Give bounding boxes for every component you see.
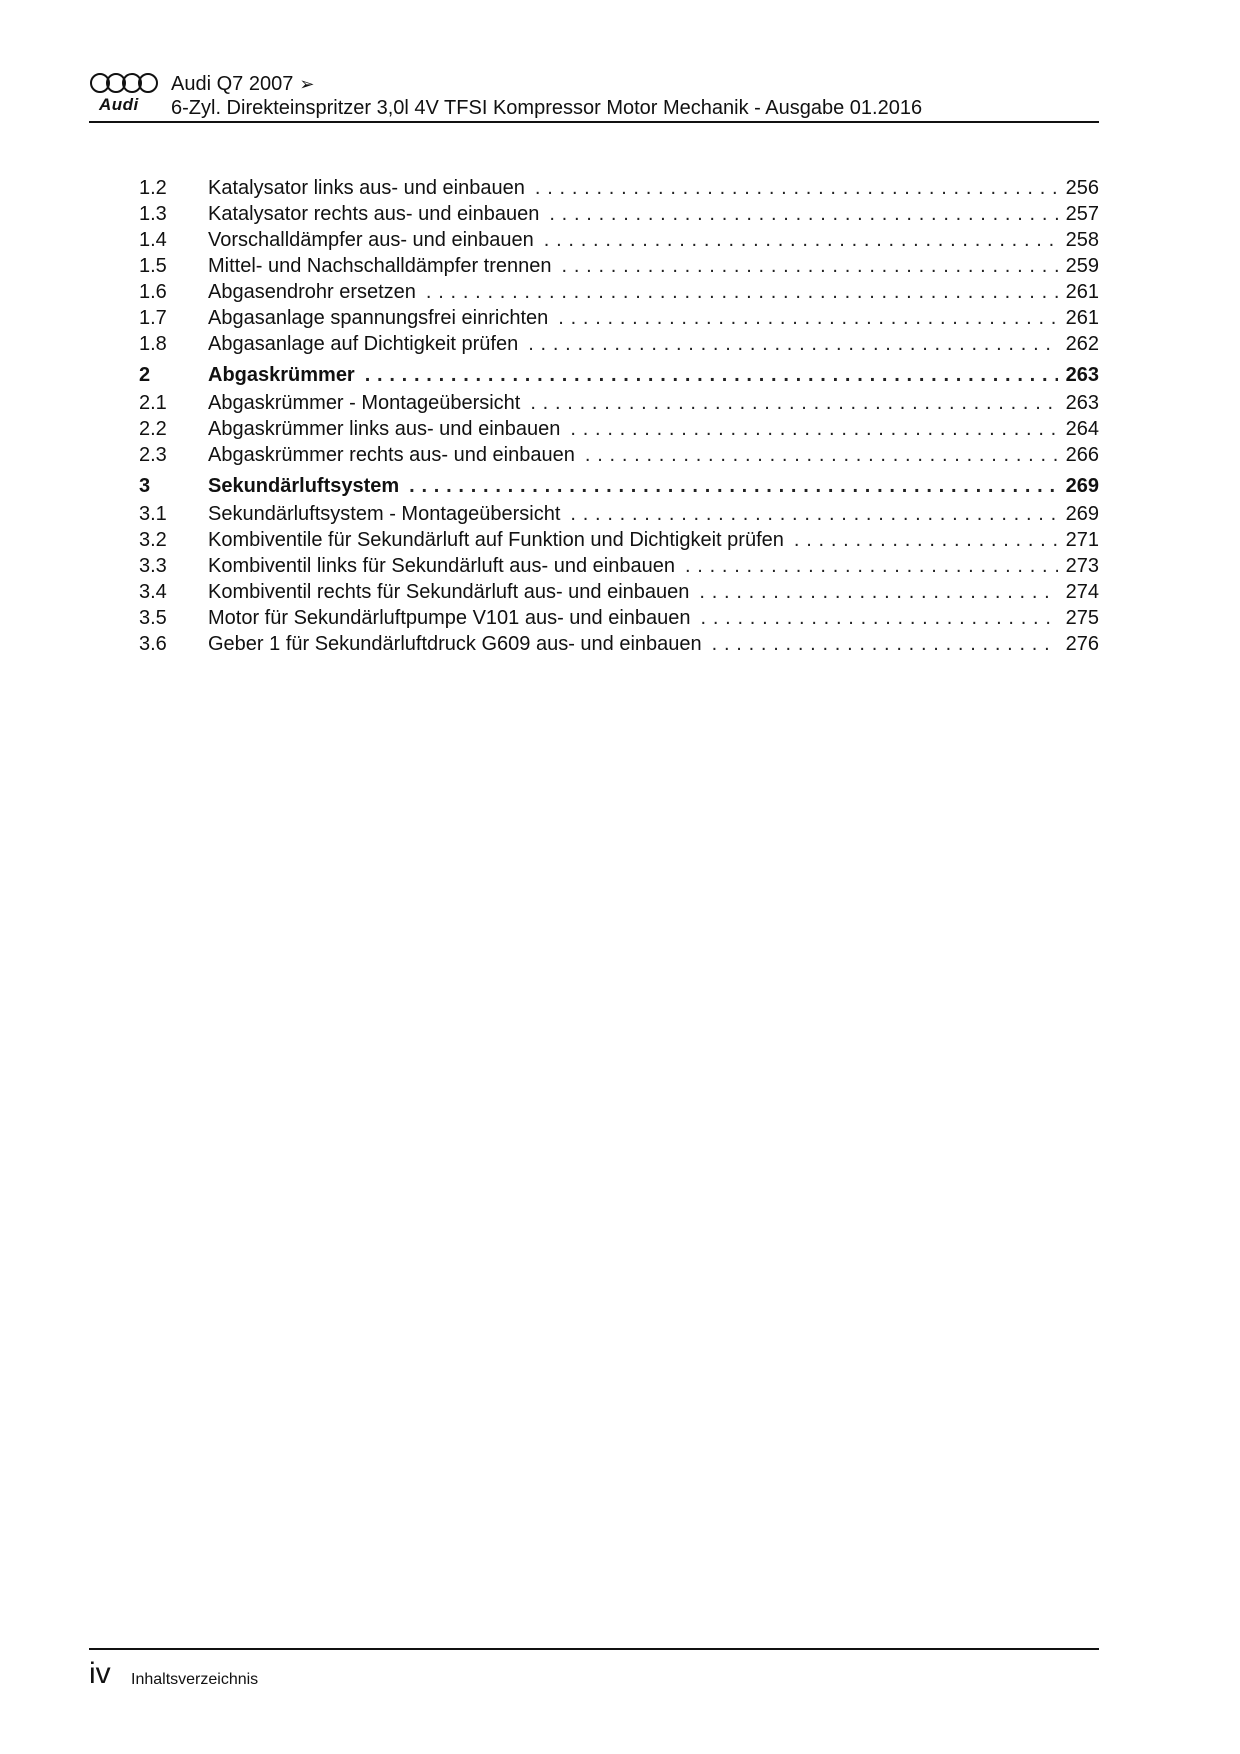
toc-entry[interactable]	[139, 416, 1099, 442]
toc-entry-number: 2	[139, 364, 151, 386]
toc-entry-number: 3.2	[139, 529, 167, 551]
toc-entry-title: Kombiventil rechts für Sekundärluft aus- und einbauen	[208, 581, 690, 603]
toc-entry-page: 274	[1065, 581, 1099, 603]
toc-dot-leader	[699, 579, 1057, 605]
toc-entry-title: Sekundärluftsystem	[208, 475, 400, 497]
table-of-contents	[139, 175, 1099, 657]
toc-entry[interactable]	[139, 227, 1099, 253]
toc-entry-number: 1.4	[139, 229, 167, 251]
page-number: iv	[89, 1657, 111, 1690]
toc-dot-leader	[409, 472, 1057, 501]
toc-entry-page: 264	[1065, 418, 1099, 440]
toc-dot-leader	[562, 253, 1058, 279]
toc-entry[interactable]	[139, 390, 1099, 416]
toc-entry-page: 259	[1065, 255, 1099, 277]
toc-entry-page: 275	[1065, 607, 1099, 629]
model-title: Audi Q7 2007	[171, 73, 294, 95]
toc-entry[interactable]	[139, 201, 1099, 227]
toc-entry-title: Abgaskrümmer links aus- und einbauen	[208, 418, 561, 440]
toc-entry-title: Sekundärluftsystem - Montageübersicht	[208, 503, 561, 525]
toc-entry[interactable]	[139, 527, 1099, 553]
toc-entry-page: 258	[1065, 229, 1099, 251]
toc-entry[interactable]	[139, 579, 1099, 605]
toc-entry-number: 1.5	[139, 255, 167, 277]
toc-entry[interactable]	[139, 553, 1099, 579]
audi-logo	[89, 72, 159, 116]
toc-dot-leader	[549, 201, 1057, 227]
toc-dot-leader	[530, 390, 1057, 416]
toc-entry-page: 266	[1065, 444, 1099, 466]
toc-entry-page: 261	[1065, 281, 1099, 303]
toc-entry-page: 262	[1065, 333, 1099, 355]
toc-entry-title: Mittel- und Nachschalldämpfer trennen	[208, 255, 552, 277]
toc-entry[interactable]	[139, 279, 1099, 305]
toc-entry-page: 269	[1065, 475, 1099, 497]
toc-dot-leader	[365, 361, 1058, 390]
toc-entry-number: 1.2	[139, 177, 167, 199]
toc-entry-number: 2.3	[139, 444, 167, 466]
toc-entry-page: 263	[1065, 364, 1099, 386]
toc-entry[interactable]	[139, 501, 1099, 527]
audi-rings-icon	[89, 72, 159, 94]
toc-entry[interactable]	[139, 442, 1099, 468]
audi-wordmark: Audi	[99, 95, 139, 114]
toc-entry-page: 257	[1065, 203, 1099, 225]
toc-entry-number: 3.5	[139, 607, 167, 629]
toc-entry-title: Kombiventile für Sekundärluft auf Funktion und Dichtigkeit prüfen	[208, 529, 784, 551]
toc-entry-page: 261	[1065, 307, 1099, 329]
toc-entry-page: 273	[1065, 555, 1099, 577]
toc-entry-number: 1.7	[139, 307, 167, 329]
toc-entry-page: 271	[1065, 529, 1099, 551]
toc-dot-leader	[585, 442, 1058, 468]
toc-entry-number: 1.3	[139, 203, 167, 225]
header-model-line	[171, 73, 314, 95]
toc-entry[interactable]	[139, 605, 1099, 631]
toc-entry-title: Kombiventil links für Sekundärluft aus- und einbauen	[208, 555, 675, 577]
toc-entry-title: Abgasendrohr ersetzen	[208, 281, 416, 303]
header-subtitle: 6-Zyl. Direkteinspritzer 3,0l 4V TFSI Kompressor Motor Mechanik - Ausgabe 01.2016	[171, 97, 923, 119]
toc-dot-leader	[712, 631, 1058, 657]
toc-entry-number: 3.3	[139, 555, 167, 577]
toc-chapter-entry[interactable]	[139, 361, 1099, 390]
toc-dot-leader	[426, 279, 1058, 305]
toc-entry-number: 2.2	[139, 418, 167, 440]
toc-entry-page: 263	[1065, 392, 1099, 414]
toc-entry-title: Abgaskrümmer	[208, 364, 355, 386]
toc-entry-title: Geber 1 für Sekundärluftdruck G609 aus- und einbauen	[208, 633, 702, 655]
toc-entry-title: Abgasanlage auf Dichtigkeit prüfen	[208, 333, 519, 355]
toc-dot-leader	[794, 527, 1058, 553]
toc-dot-leader	[544, 227, 1058, 253]
toc-entry-title: Katalysator links aus- und einbauen	[208, 177, 525, 199]
toc-entry-number: 3.1	[139, 503, 167, 525]
toc-entry-page: 256	[1065, 177, 1099, 199]
toc-dot-leader	[535, 175, 1058, 201]
toc-entry-title: Abgasanlage spannungsfrei einrichten	[208, 307, 549, 329]
toc-dot-leader	[685, 553, 1058, 579]
toc-entry-number: 1.8	[139, 333, 167, 355]
footer-section-label: Inhaltsverzeichnis	[131, 1671, 259, 1688]
toc-entry-number: 1.6	[139, 281, 167, 303]
page-header	[89, 70, 1099, 124]
toc-entry-page: 276	[1065, 633, 1099, 655]
toc-entry-page: 269	[1065, 503, 1099, 525]
header-divider	[89, 121, 1099, 123]
toc-dot-leader	[528, 331, 1057, 357]
toc-entry-title: Abgaskrümmer rechts aus- und einbauen	[208, 444, 575, 466]
toc-entry-title: Abgaskrümmer - Montageübersicht	[208, 392, 521, 414]
toc-entry[interactable]	[139, 331, 1099, 357]
toc-entry[interactable]	[139, 305, 1099, 331]
toc-entry[interactable]	[139, 175, 1099, 201]
toc-entry-title: Katalysator rechts aus- und einbauen	[208, 203, 540, 225]
toc-entry-title: Motor für Sekundärluftpumpe V101 aus- und einbauen	[208, 607, 691, 629]
toc-dot-leader	[570, 501, 1057, 527]
toc-dot-leader	[701, 605, 1058, 631]
toc-entry-number: 3	[139, 475, 151, 497]
toc-entry[interactable]	[139, 253, 1099, 279]
toc-entry-title: Vorschalldämpfer aus- und einbauen	[208, 229, 534, 251]
toc-entry-number: 2.1	[139, 392, 167, 414]
toc-dot-leader	[570, 416, 1057, 442]
toc-entry-number: 3.6	[139, 633, 167, 655]
arrow-icon: ➢	[299, 74, 315, 94]
toc-entry[interactable]	[139, 631, 1099, 657]
footer-divider	[89, 1648, 1099, 1650]
toc-entry-number: 3.4	[139, 581, 167, 603]
toc-dot-leader	[558, 305, 1057, 331]
toc-chapter-entry[interactable]	[139, 472, 1099, 501]
